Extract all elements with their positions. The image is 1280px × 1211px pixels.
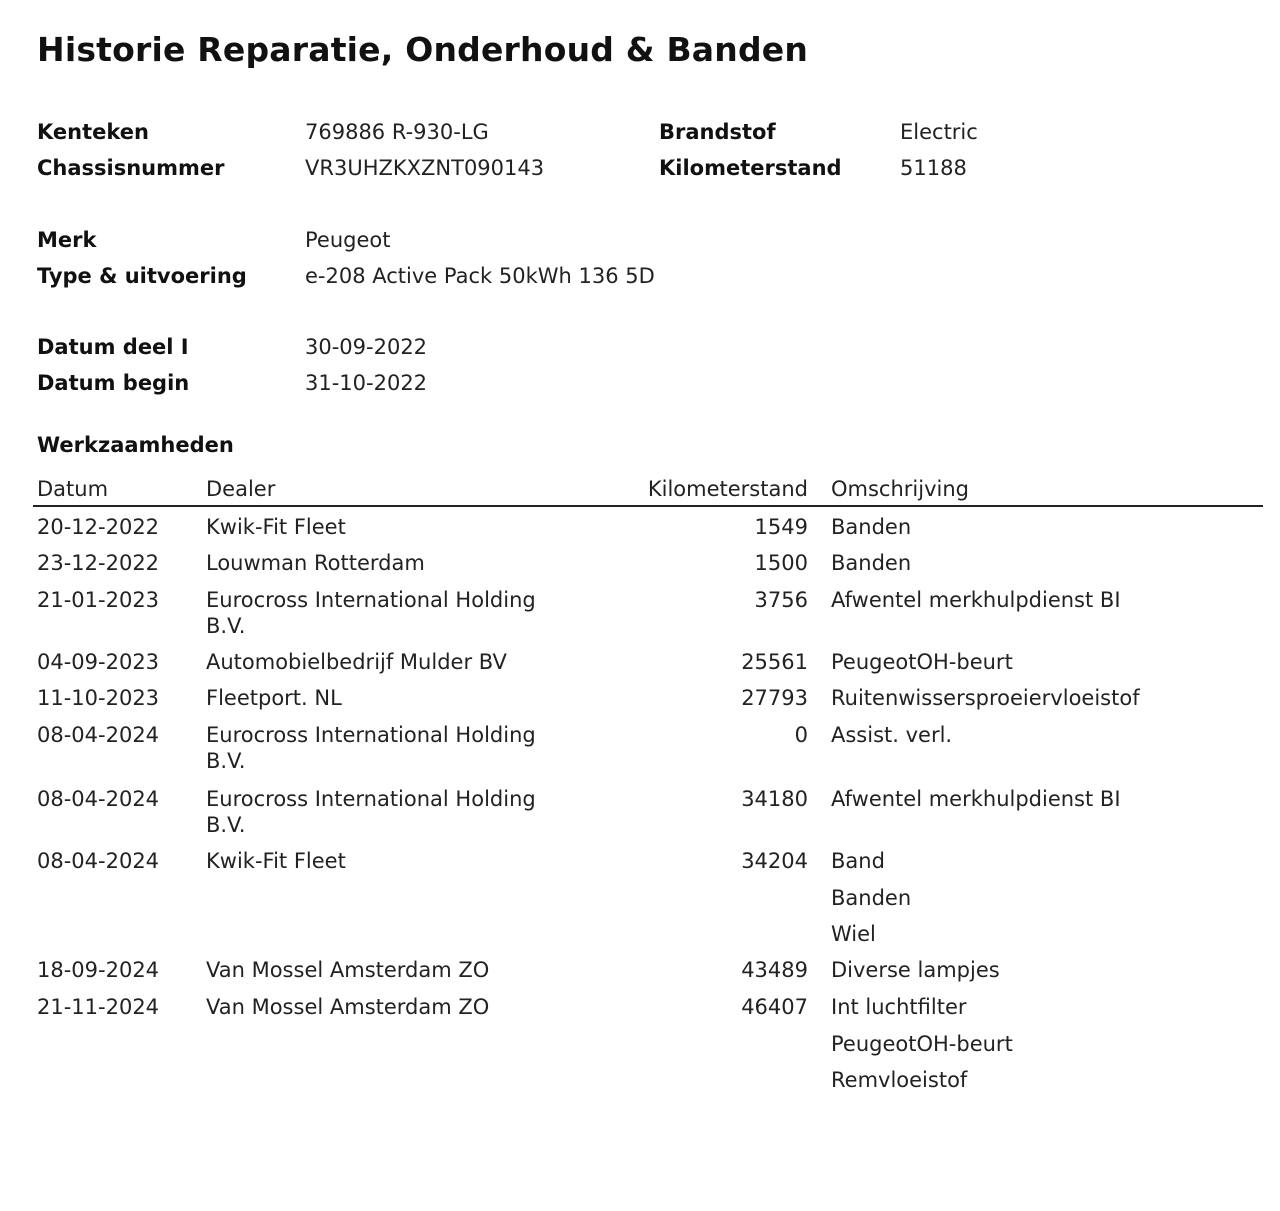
kenteken-label: Kenteken xyxy=(37,120,149,144)
row-kilometerstand: 27793 xyxy=(741,686,808,710)
kilometerstand-label: Kilometerstand xyxy=(659,156,842,180)
row-dealer: Eurocross International Holding xyxy=(206,588,536,612)
row-kilometerstand: 25561 xyxy=(741,650,808,674)
datum-deel-label: Datum deel I xyxy=(37,335,189,359)
row-dealer: Van Mossel Amsterdam ZO xyxy=(206,995,490,1019)
row-dealer: Kwik-Fit Fleet xyxy=(206,515,346,539)
datum-deel-value: 30-09-2022 xyxy=(305,335,428,359)
row-kilometerstand: 0 xyxy=(794,723,808,747)
row-omschrijving: Afwentel merkhulpdienst BI xyxy=(831,787,1121,811)
row-dealer: B.V. xyxy=(206,812,246,837)
column-header-omschrijving: Omschrijving xyxy=(831,477,969,501)
row-omschrijving: Remvloeistof xyxy=(831,1068,968,1092)
kilometerstand-value: 51188 xyxy=(900,156,967,180)
row-kilometerstand: 34180 xyxy=(741,787,808,811)
datum-begin-value: 31-10-2022 xyxy=(305,371,428,395)
column-header-dealer: Dealer xyxy=(206,477,276,501)
row-kilometerstand: 46407 xyxy=(741,995,808,1019)
row-date: 21-01-2023 xyxy=(37,588,160,612)
column-header-datum: Datum xyxy=(37,477,109,501)
row-omschrijving: Assist. verl. xyxy=(831,723,953,747)
type-label: Type & uitvoering xyxy=(37,264,247,288)
row-date: 08-04-2024 xyxy=(37,787,160,811)
row-date: 08-04-2024 xyxy=(37,723,160,747)
row-dealer: Eurocross International Holding xyxy=(206,723,536,747)
row-omschrijving: Banden xyxy=(831,885,912,910)
row-kilometerstand: 3756 xyxy=(754,588,808,612)
row-date: 20-12-2022 xyxy=(37,515,160,539)
brandstof-value: Electric xyxy=(900,120,978,144)
row-dealer: Eurocross International Holding xyxy=(206,787,536,811)
row-dealer: Louwman Rotterdam xyxy=(206,551,425,575)
row-kilometerstand: 43489 xyxy=(741,958,808,982)
row-date: 08-04-2024 xyxy=(37,849,160,873)
merk-label: Merk xyxy=(37,228,97,252)
row-kilometerstand: 1549 xyxy=(754,515,808,539)
row-omschrijving: Int luchtfilter xyxy=(831,995,967,1019)
chassisnummer-value: VR3UHZKXZNT090143 xyxy=(305,156,545,180)
row-date: 04-09-2023 xyxy=(37,650,160,674)
row-dealer: Automobielbedrijf Mulder BV xyxy=(206,650,507,674)
column-header-kilometerstand: Kilometerstand xyxy=(647,477,808,501)
datum-begin-label: Datum begin xyxy=(37,371,190,395)
section-heading-werkzaamheden: Werkzaamheden xyxy=(37,433,234,457)
row-date: 18-09-2024 xyxy=(37,958,160,982)
row-dealer: Fleetport. NL xyxy=(206,686,342,710)
row-kilometerstand: 1500 xyxy=(754,551,808,575)
chassisnummer-label: Chassisnummer xyxy=(37,156,225,180)
row-omschrijving: Banden xyxy=(831,515,912,539)
type-value: e-208 Active Pack 50kWh 136 5D xyxy=(305,264,655,288)
kenteken-value: 769886 R-930-LG xyxy=(305,120,489,144)
row-omschrijving: Band xyxy=(831,849,885,873)
brandstof-label: Brandstof xyxy=(659,120,776,144)
row-date: 11-10-2023 xyxy=(37,686,160,710)
row-omschrijving: Afwentel merkhulpdienst BI xyxy=(831,588,1121,612)
row-omschrijving: Banden xyxy=(831,551,912,575)
row-omschrijving: PeugeotOH-beurt xyxy=(831,1031,1013,1056)
row-omschrijving: Ruitenwissersproeiervloeistof xyxy=(831,686,1140,710)
row-dealer: Van Mossel Amsterdam ZO xyxy=(206,958,490,982)
row-dealer: B.V. xyxy=(206,613,246,638)
merk-value: Peugeot xyxy=(305,228,391,252)
page-title: Historie Reparatie, Onderhoud & Banden xyxy=(37,30,809,69)
row-omschrijving: Wiel xyxy=(831,922,876,946)
row-omschrijving: Diverse lampjes xyxy=(831,958,1000,982)
row-kilometerstand: 34204 xyxy=(741,849,808,873)
row-date: 23-12-2022 xyxy=(37,551,160,575)
row-dealer: B.V. xyxy=(206,748,246,773)
row-date: 21-11-2024 xyxy=(37,995,160,1019)
row-dealer: Kwik-Fit Fleet xyxy=(206,849,346,873)
row-omschrijving: PeugeotOH-beurt xyxy=(831,650,1013,674)
